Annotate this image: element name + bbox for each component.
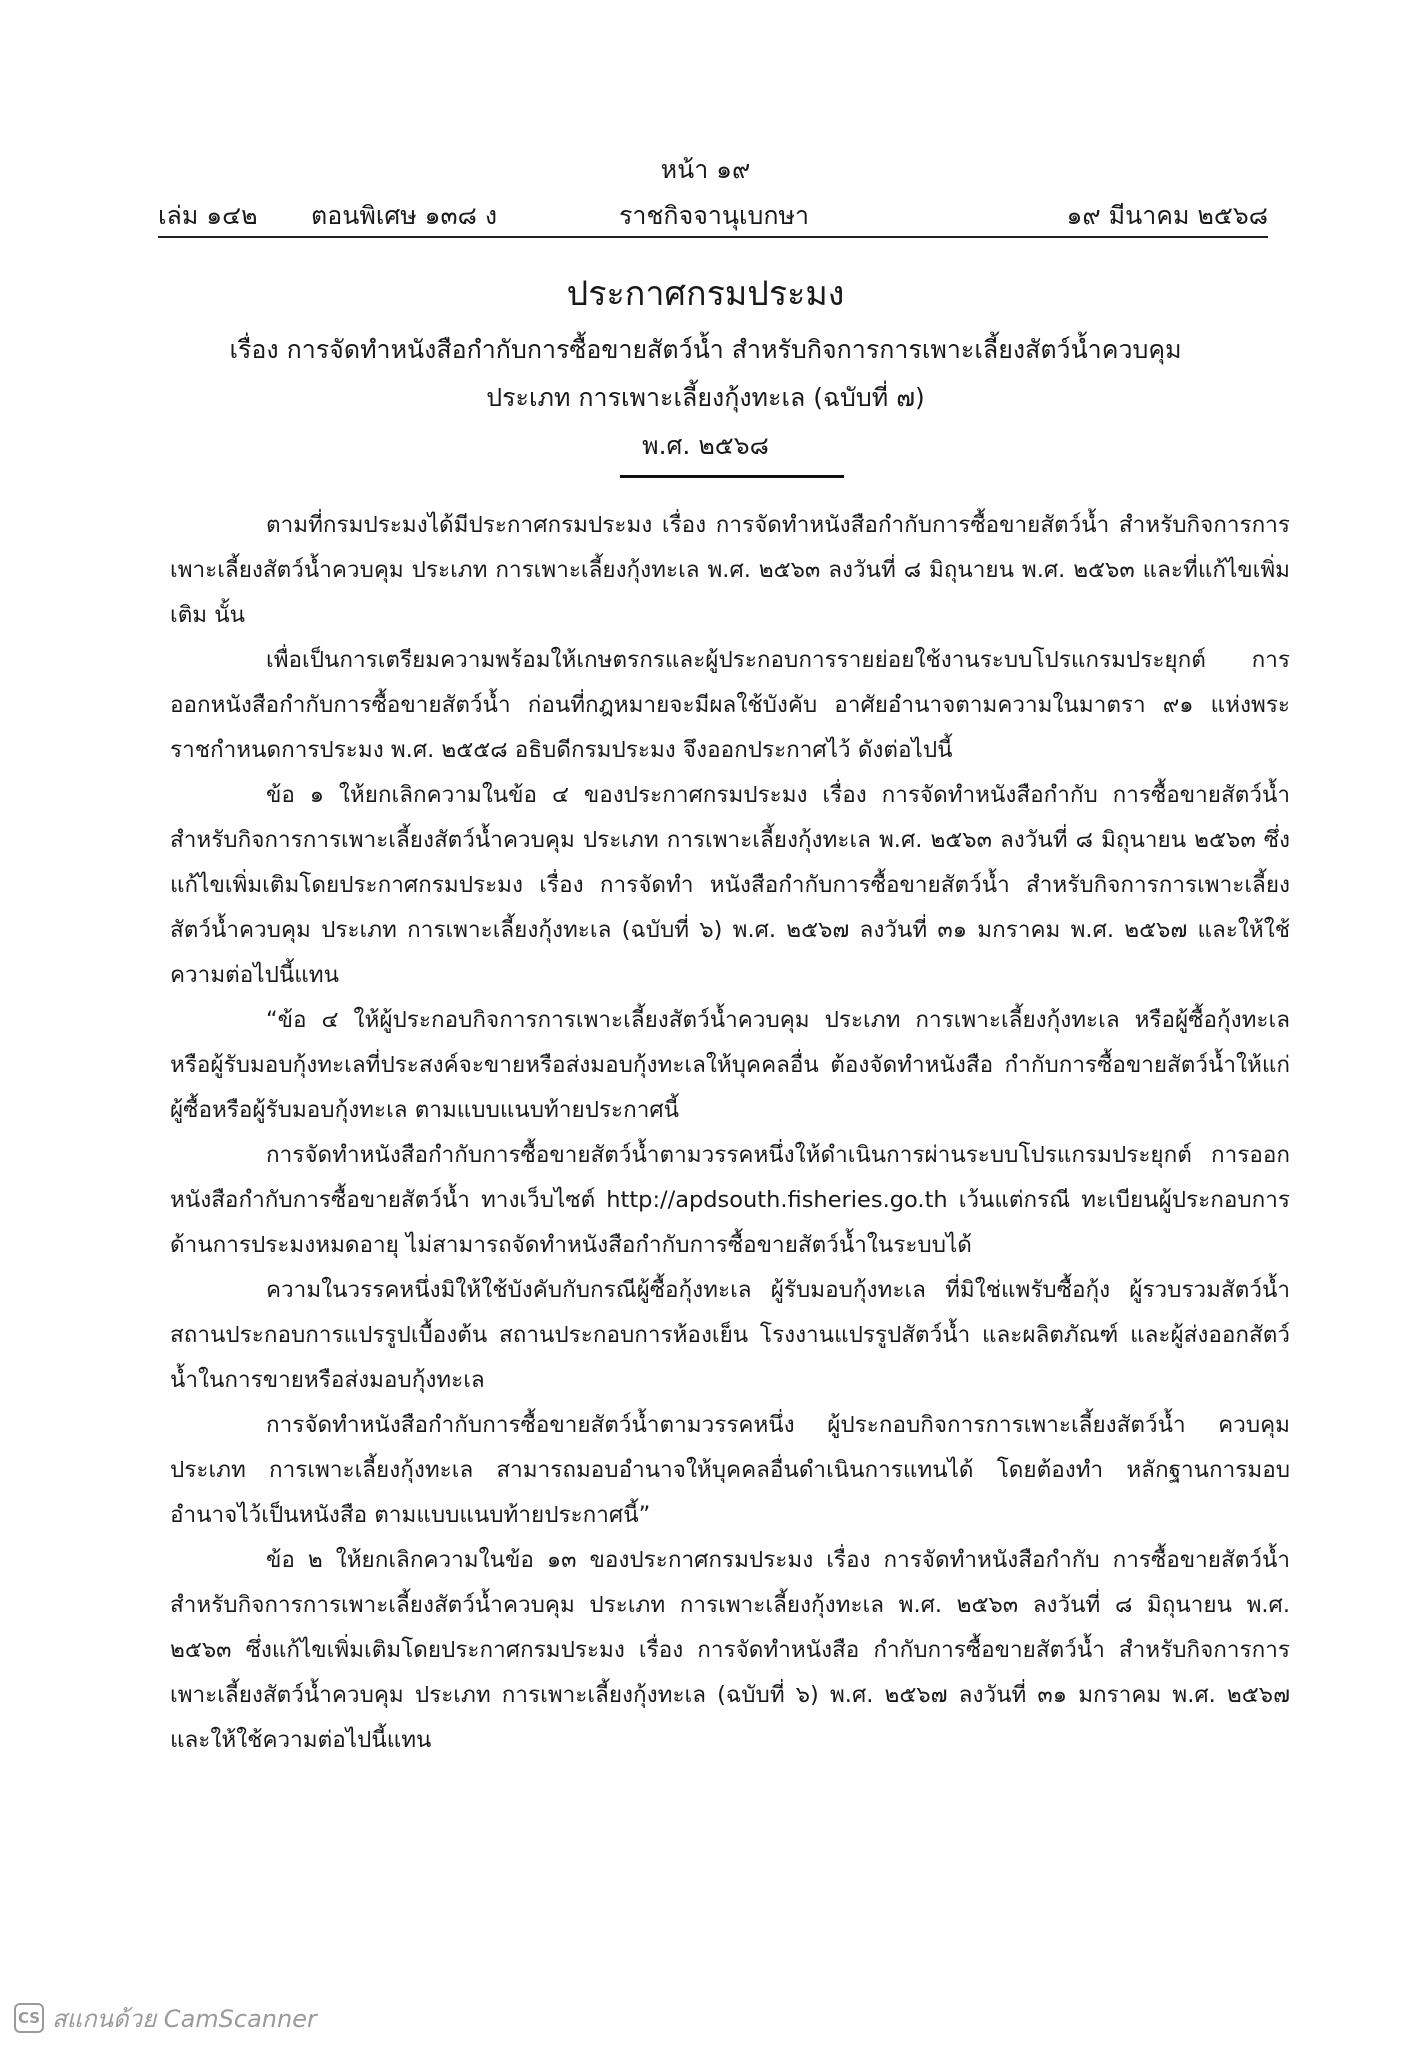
paragraph-authority: เพื่อเป็นการเตรียมความพร้อมให้เกษตรกรและผู้ประกอบการรายย่อยใช้งานระบบโปรแกรมประยุกต์ การออกหนังสือกำกับการซื้อขายสัตว์น้ำ ก่อนที่กฎหมายจะมีผลใช้บังคับ อาศัยอำนาจตามความในมาตรา ๙๑ แห่งพระราชกำหนดการประมง พ.ศ. ๒๕๕๘ อธิบดีกรมประมง จึงออกประกาศไว้ ดังต่อไปนี้ <box>170 647 1290 763</box>
paragraph-clause-4-system: การจัดทำหนังสือกำกับการซื้อขายสัตว์น้ำตามวรรคหนึ่งให้ดำเนินการผ่านระบบโปรแกรมประยุกต์ การออกหนังสือกำกับการซื้อขายสัตว์น้ำ ทางเว็บไซต์ http://apdsouth.fisheries.go.th เว้นแต่กรณี ทะเบียนผู้ประกอบการด้านการประมงหมดอายุ ไม่สามารถจัดทำหนังสือกำกับการซื้อขายสัตว์น้ำในระบบได้ <box>170 1142 1290 1258</box>
paragraph-clause-4-delegation: การจัดทำหนังสือกำกับการซื้อขายสัตว์น้ำตามวรรคหนึ่ง ผู้ประกอบกิจการการเพาะเลี้ยงสัตว์น้ำ ควบคุม ประเภท การเพาะเลี้ยงกุ้งทะเล สามารถมอบอำนาจให้บุคคลอื่นดำเนินการแทนได้ โดยต้องทำ หลักฐานการมอบอำนาจไว้เป็นหนังสือ ตามแบบแนบท้ายประกาศนี้” <box>170 1412 1290 1528</box>
camscanner-text: สแกนด้วย CamScanner <box>52 2004 317 2033</box>
gazette-header <box>158 196 1268 238</box>
camscanner-watermark <box>14 2000 317 2036</box>
announcement-year: พ.ศ. ๒๕๖๘ <box>642 431 769 460</box>
paragraph-clause-4-exemption: ความในวรรคหนึ่งมิให้ใช้บังคับกับกรณีผู้ซื้อกุ้งทะเล ผู้รับมอบกุ้งทะเล ที่มิใช่แพรับซื้อกุ้ง ผู้รวบรวมสัตว์น้ำ สถานประกอบการแปรรูปเบื้องต้น สถานประกอบการห้องเย็น โรงงานแปรรูปสัตว์น้ำ และผลิตภัณฑ์ และผู้ส่งออกสัตว์น้ำในการขายหรือส่งมอบกุ้งทะเล <box>170 1277 1290 1393</box>
camscanner-logo-icon: CS <box>14 2003 44 2033</box>
paragraph-clause-4-text: “ข้อ ๔ ให้ผู้ประกอบกิจการการเพาะเลี้ยงสัตว์น้ำควบคุม ประเภท การเพาะเลี้ยงกุ้งทะเล หรือผู้ซื้อกุ้งทะเล หรือผู้รับมอบกุ้งทะเลที่ประสงค์จะขายหรือส่งมอบกุ้งทะเลให้บุคคลอื่น ต้องจัดทำหนังสือ กำกับการซื้อขายสัตว์น้ำให้แก่ผู้ซื้อหรือผู้รับมอบกุ้งทะเล ตามแบบแนบท้ายประกาศนี้ <box>170 1007 1290 1123</box>
paragraph-clause-1: ข้อ ๑ ให้ยกเลิกความในข้อ ๔ ของประกาศกรมประมง เรื่อง การจัดทำหนังสือกำกับ การซื้อขายสัตว์น้ำ สำหรับกิจการการเพาะเลี้ยงสัตว์น้ำควบคุม ประเภท การเพาะเลี้ยงกุ้งทะเล พ.ศ. ๒๕๖๓ ลงวันที่ ๘ มิถุนายน ๒๕๖๓ ซึ่งแก้ไขเพิ่มเติมโดยประกาศกรมประมง เรื่อง การจัดทำ หนังสือกำกับการซื้อขายสัตว์น้ำ สำหรับกิจการการเพาะเลี้ยงสัตว์น้ำควบคุม ประเภท การเพาะเลี้ยงกุ้งทะเล (ฉบับที่ ๖) พ.ศ. ๒๕๖๗ ลงวันที่ ๓๑ มกราคม พ.ศ. ๒๕๖๗ และให้ใช้ความต่อไปนี้แทน <box>170 782 1290 988</box>
header-volume: เล่ม ๑๔๒ <box>158 201 258 230</box>
header-date: ๑๙ มีนาคม ๒๕๖๘ <box>1066 201 1268 230</box>
header-issue: ตอนพิเศษ ๑๓๘ ง <box>311 201 498 230</box>
announcement-title: ประกาศกรมประมง <box>566 274 845 314</box>
announcement-subject-type: ประเภท การเพาะเลี้ยงกุ้งทะเล (ฉบับที่ ๗) <box>486 383 925 412</box>
announcement-subject: เรื่อง การจัดทำหนังสือกำกับการซื้อขายสัตว์น้ำ สำหรับกิจการการเพาะเลี้ยงสัตว์น้ำควบคุม <box>229 335 1182 364</box>
paragraph-preamble: ตามที่กรมประมงได้มีประกาศกรมประมง เรื่อง การจัดทำหนังสือกำกับการซื้อขายสัตว์น้ำ สำหรับกิจการการเพาะเลี้ยงสัตว์น้ำควบคุม ประเภท การเพาะเลี้ยงกุ้งทะเล พ.ศ. ๒๕๖๓ ลงวันที่ ๘ มิถุนายน พ.ศ. ๒๕๖๓ และที่แก้ไขเพิ่มเติม นั้น <box>170 512 1290 628</box>
document-body <box>170 503 1290 1763</box>
paragraph-clause-2: ข้อ ๒ ให้ยกเลิกความในข้อ ๑๓ ของประกาศกรมประมง เรื่อง การจัดทำหนังสือกำกับ การซื้อขายสัตว์น้ำ สำหรับกิจการการเพาะเลี้ยงสัตว์น้ำควบคุม ประเภท การเพาะเลี้ยงกุ้งทะเล พ.ศ. ๒๕๖๓ ลงวันที่ ๘ มิถุนายน พ.ศ. ๒๕๖๓ ซึ่งแก้ไขเพิ่มเติมโดยประกาศกรมประมง เรื่อง การจัดทำหนังสือ กำกับการซื้อขายสัตว์น้ำ สำหรับกิจการการเพาะเลี้ยงสัตว์น้ำควบคุม ประเภท การเพาะเลี้ยงกุ้งทะเล (ฉบับที่ ๖) พ.ศ. ๒๕๖๗ ลงวันที่ ๓๑ มกราคม พ.ศ. ๒๕๖๗ และให้ใช้ความต่อไปนี้แทน <box>170 1547 1290 1753</box>
title-divider <box>620 475 844 478</box>
header-gazette-name: ราชกิจจานุเบกษา <box>619 201 810 230</box>
page-number: หน้า ๑๙ <box>660 155 751 184</box>
